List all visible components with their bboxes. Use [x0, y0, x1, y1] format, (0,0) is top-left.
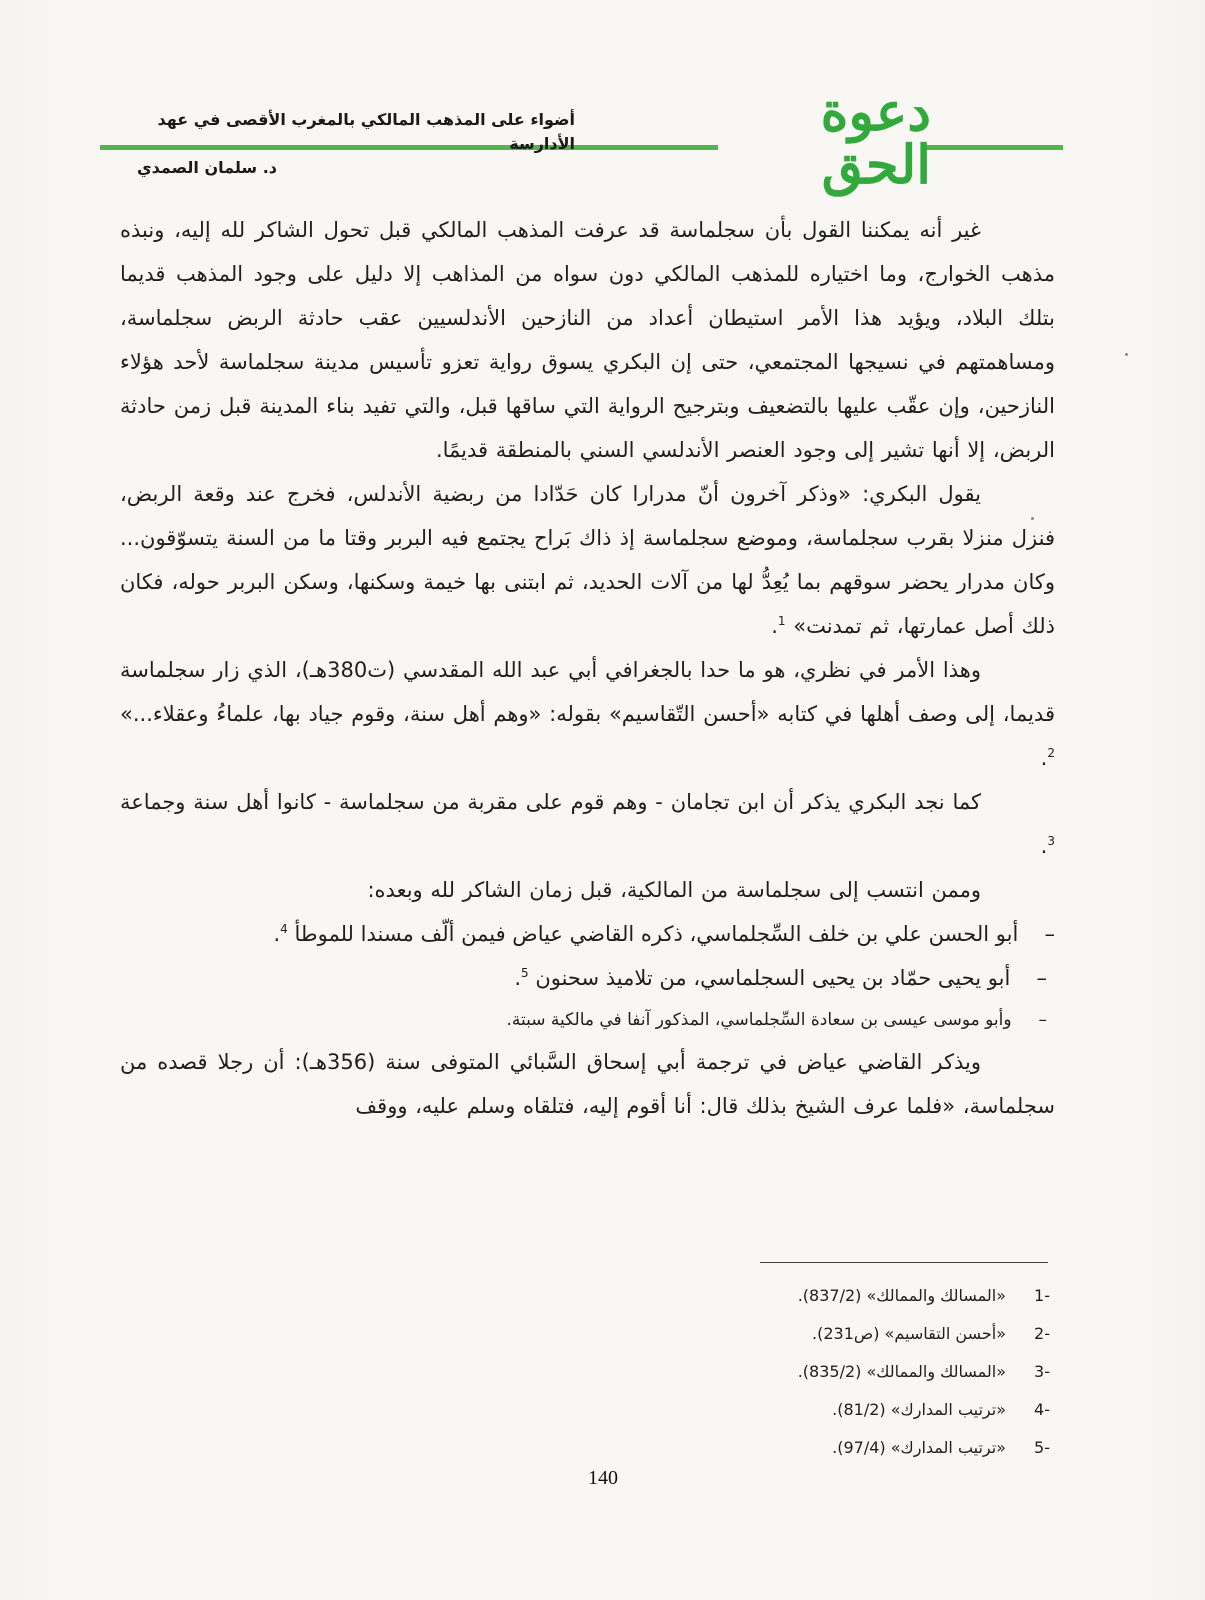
list-item-1-text: أبو الحسن علي بن خلف السِّجلماسي، ذكره القاضي عياض فيمن ألّف مسندا للموطأ — [294, 922, 1019, 946]
magazine-logo: دعوة الحق — [820, 81, 931, 196]
scan-speck — [1125, 353, 1128, 356]
footnote-text: «ترتيب المدارك» (97/4). — [832, 1438, 1006, 1457]
footnote-text: «ترتيب المدارك» (81/2). — [832, 1400, 1006, 1419]
paragraph-1 — [120, 208, 1055, 472]
footnote-reference-2: 2 — [1047, 746, 1055, 760]
author-name: د. سلمان الصمدي — [137, 158, 277, 177]
list-item-1: – أبو الحسن علي بن خلف السِّجلماسي، ذكره القاضي عياض فيمن ألّف مسندا للموطأ $^4$. — [120, 912, 1055, 956]
bullet-dash-3: – — [1038, 1010, 1047, 1030]
paragraph-5-text: وممن انتسب إلى سجلماسة من المالكية، قبل زمان الشاكر لله وبعده: — [367, 878, 981, 902]
footnote-text: «أحسن التقاسيم» (ص231). — [812, 1324, 1006, 1343]
paragraph-3-text: وهذا الأمر في نظري، هو ما حدا بالجغرافي أبي عبد الله المقدسي (ت380هـ)، الذي زار سجلماسة قديما، إلى وصف أهلها في كتابه «أحسن التّقاسيم» بقوله: «وهم أهل سنة، وقوم جياد بها، علماءُ وعقلاء...» — [120, 658, 1055, 726]
page-header — [0, 0, 1205, 196]
paragraph-6 — [120, 1040, 1055, 1128]
footnote-number: 2- — [1034, 1324, 1050, 1343]
paragraph-4-text: كما نجد البكري يذكر أن ابن تجامان - وهم قوم على مقربة من سجلماسة - كانوا أهل سنة وجماعة — [120, 790, 981, 814]
footnote-reference-4: 4 — [280, 922, 288, 936]
paragraph-2: يقول البكري: «وذكر آخرون أنّ مدرارا كان حَدّادا من ربضية الأندلس، فخرج عند وقعة الربض، فنزل منزلا بقرب سجلماسة، وموضع سجلماسة إذ ذاك بَراح يجتمع فيه البربر وقتا ما من السنة يتسوّقون... وكان مدرار يحضر سوقهم بما يُعِدُّ لها من آلات الحديد، ثم ابتنى بها خيمة وسكنها، وسكن البربر حوله، فكان ذلك أصل عمارتها، ثم تمدنت» $^1$. — [120, 482, 1055, 638]
paragraph-1-text: غير أنه يمكننا القول بأن سجلماسة قد عرفت المذهب المالكي قبل تحول الشاكر لله إليه، ونبذه مذهب الخوارج، وما اختياره للمذهب المالكي دون سواه من المذاهب إلا دليل على وجود المذهب قديما بتلك البلاد، ويؤيد هذا الأمر استيطان أعداد من النازحين الأندلسيين عقب حادثة الربض سجلماسة، ومساهمتهم في نسيجها المجتمعي، حتى إن البكري يسوق رواية تعزو تأسيس مدينة سجلماسة لأحد هؤلاء النازحين، وإن عقّب عليها بالتضعيف وبترجيح الرواية التي ساقها قبل، والتي تفيد بناء المدينة قبل زمن حادثة الربض، إلا أنها تشير إلى وجود العنصر الأندلسي السني بالمنطقة قديمًا. — [120, 218, 1055, 462]
footnote-reference-3: 3 — [1047, 834, 1055, 848]
header-green-rule-right — [925, 145, 1063, 150]
footnote-separator — [760, 1262, 1048, 1263]
running-title: أضواء على المذهب المالكي بالمغرب الأقصى في عهد الأدارسة — [157, 110, 575, 153]
paragraph-4: كما نجد البكري يذكر أن ابن تجامان - وهم قوم على مقربة من سجلماسة - كانوا أهل سنة وجماعة $^3$. — [120, 790, 1055, 858]
paragraph-6-text: ويذكر القاضي عياض في ترجمة أبي إسحاق السَّبائي المتوفى سنة (356هـ): أن رجلا قصده من سجلماسة، «فلما عرف الشيخ بذلك قال: أنا أقوم إليه، فتلقاه وسلم عليه، ووقف — [120, 1050, 1055, 1118]
bullet-dash-2: – — [1036, 966, 1047, 990]
bullet-dash-1: – — [1044, 922, 1055, 946]
paragraph-3: وهذا الأمر في نظري، هو ما حدا بالجغرافي أبي عبد الله المقدسي (ت380هـ)، الذي زار سجلماسة قديما، إلى وصف أهلها في كتابه «أحسن التّقاسيم» بقوله: «وهم أهل سنة، وقوم جياد بها، علماءُ وعقلاء...» $^2$. — [120, 658, 1055, 770]
list-item-2-text: أبو يحيى حمّاد بن يحيى السجلماسي، من تلاميذ سحنون — [535, 966, 1011, 990]
footnote-5 — [700, 1429, 1050, 1467]
footnote-text: «المسالك والممالك» (837/2). — [797, 1286, 1006, 1305]
footnote-2 — [700, 1315, 1050, 1353]
footnotes — [700, 1277, 1050, 1467]
footnote-1 — [700, 1277, 1050, 1315]
list-item-2: – أبو يحيى حمّاد بن يحيى السجلماسي، من تلاميذ سحنون $^5$. — [120, 956, 1055, 1000]
footnote-text: «المسالك والممالك» (835/2). — [797, 1362, 1006, 1381]
paragraph-5 — [120, 868, 1055, 912]
list-item-3-text: وأبو موسى عيسى بن سعادة السِّجلماسي، المذكور آنفا في مالكية سبتة. — [506, 1010, 1012, 1030]
list-item-3 — [120, 1000, 1055, 1040]
article-body — [120, 208, 1055, 1253]
footnote-reference-5: 5 — [521, 966, 529, 980]
page-number: 140 — [588, 1467, 618, 1489]
footnote-reference-1: 1 — [777, 614, 786, 628]
footnote-3 — [700, 1353, 1050, 1391]
paragraph-2-text: يقول البكري: «وذكر آخرون أنّ مدرارا كان حَدّادا من ربضية الأندلس، فخرج عند وقعة الربض، فنزل منزلا بقرب سجلماسة، وموضع سجلماسة إذ ذاك بَراح يجتمع فيه البربر وقتا ما من السنة يتسوّقون... وكان مدرار يحضر سوقهم بما يُعِدُّ لها من آلات الحديد، ثم ابتنى بها خيمة وسكنها، وسكن البربر حوله، فكان ذلك أصل عمارتها، ثم تمدنت» — [120, 482, 1055, 638]
footnote-4 — [700, 1391, 1050, 1429]
footnote-number: 4- — [1034, 1400, 1050, 1419]
footnote-number: 5- — [1034, 1438, 1050, 1457]
footnote-number: 1- — [1034, 1286, 1050, 1305]
footnote-number: 3- — [1034, 1362, 1050, 1381]
scan-speck — [1031, 517, 1034, 520]
